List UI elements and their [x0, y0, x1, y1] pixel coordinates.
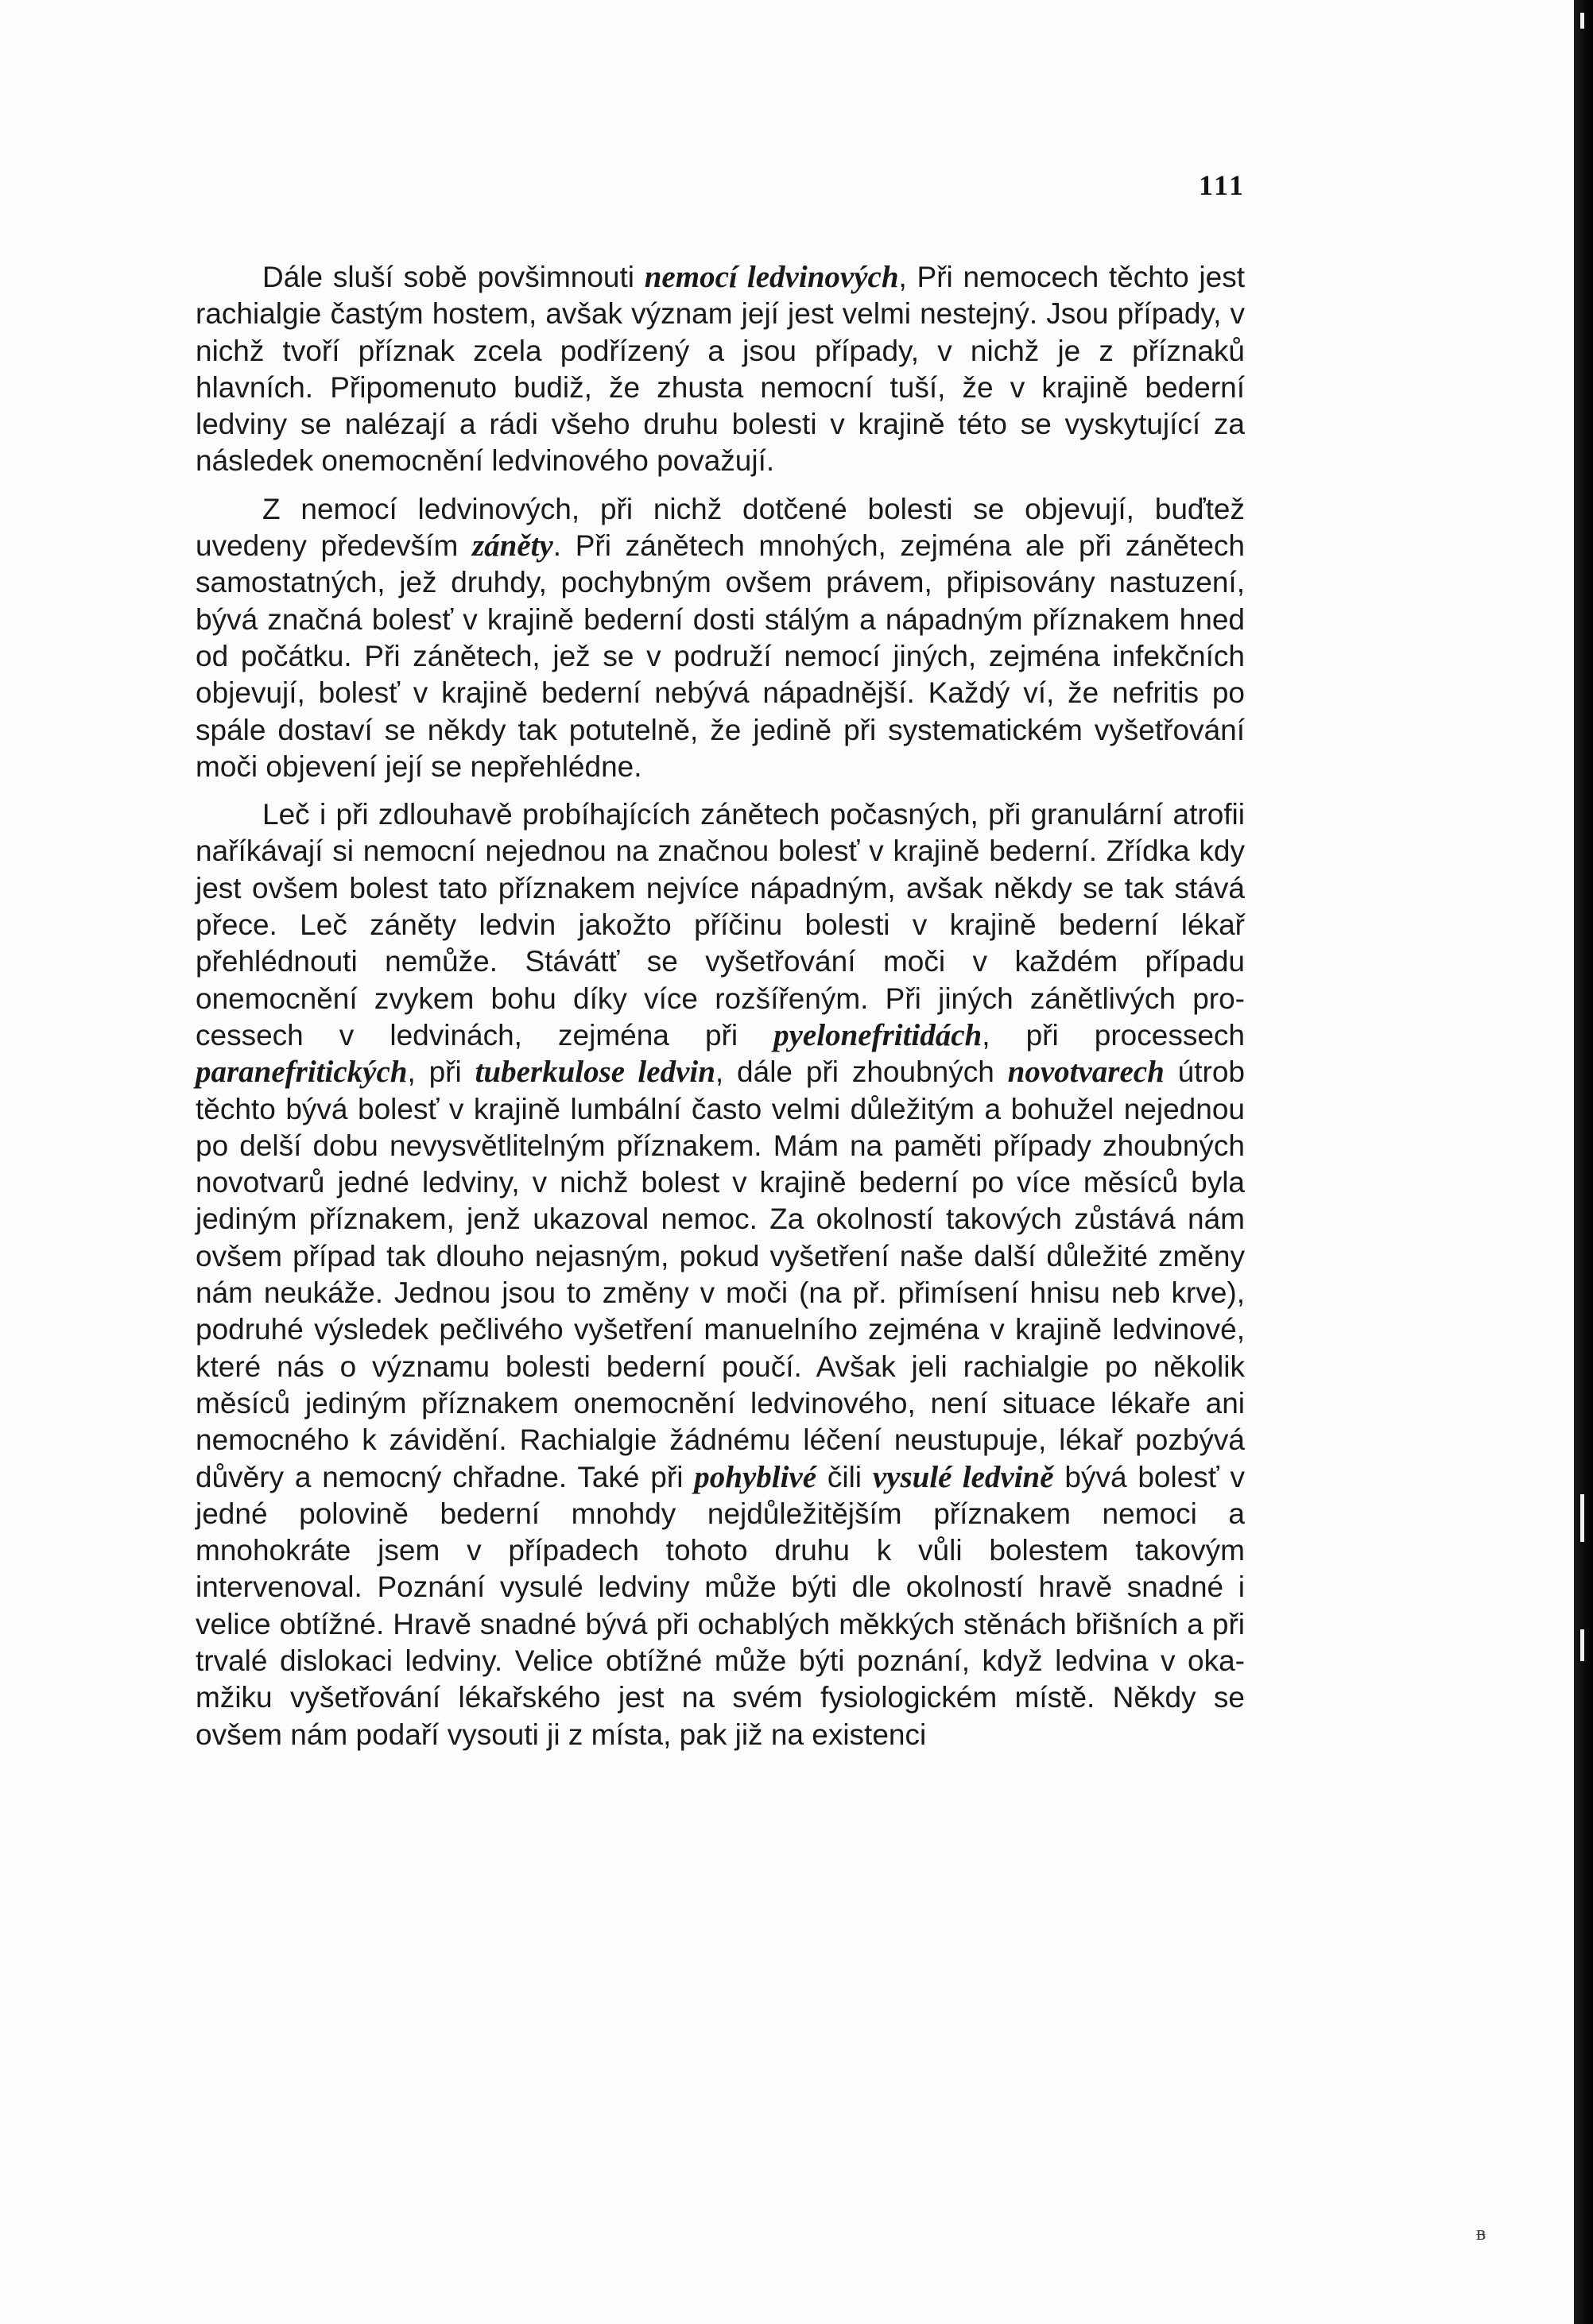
scan-edge-mark	[1580, 1494, 1584, 1542]
emphasized-term: tuberkulose ledvin	[475, 1055, 715, 1090]
text-run: Leč i při zdlouhavě probíhajících zánětech počasných, při granulární atrofii naříkávají si nemocní nejednou na značnou bolesť v krajině bederní. Zřídka kdy jest ovšem bolest tato příznakem nejvíce nápadným, avšak někdy se tak stává přece. Leč záněty ledvin jakožto příčinu bolesti v krajině bederní lékař přehlédnouti nemůže. Stávátť se vyšetřování moči v každém případu onemocnění zvykem bohu díky více rozšířeným. Při jiných zánětlivých processech v ledvinách, zejména při	[196, 798, 1245, 1052]
text-run: . Při zánětech mnohých, zejména ale při zánětech samostatných, jež druhdy, pochybným ovšem právem, připisovány nastuzení, bývá značná bolesť v krajině bederní dosti stálým a nápadným příznakem hned od počátku. Při zánětech, jež se v podruží nemocí jiných, zejména infekčních objevují, bolesť v krajině bederní nebývá nápadnější. Každý ví, že nefritis po spále dostaví se někdy tak potutelně, že jedině při systematickém vyšetřování moči objevení její se nepřehlédne.	[196, 529, 1245, 783]
emphasized-term: záněty	[471, 529, 553, 564]
text-run: Z nemocí ledvinových, při nichž dotčené bolesti se objevují, buďtež uvedeny především	[196, 492, 1245, 563]
paragraph	[196, 796, 1245, 1753]
text-run: , Při nemocech těchto jest rachialgie častým hostem, avšak význam její jest velmi nestejný. Jsou případy, v nichž tvoří příznak zcela podřízený a jsou případy, v nichž je z příznaků hlavních. Připomenuto budiž, že zhusta nemocní tuší, že v krajině bederní ledviny se nalézají a rádi všeho druhu bolesti v krajině této se vyskytující za následek onemocnění ledvinového považují.	[196, 261, 1245, 478]
paragraph	[196, 491, 1245, 785]
paragraph	[196, 259, 1245, 480]
text-run: , dále při zhoubných	[715, 1055, 1008, 1089]
text-run: , při	[407, 1055, 475, 1089]
scan-border	[1574, 0, 1593, 2324]
emphasized-term: vysulé ledvině	[872, 1459, 1054, 1494]
scan-speck: ᴃ	[1476, 2221, 1486, 2245]
emphasized-term: pohyblivé	[694, 1459, 817, 1494]
emphasized-term: nemocí ledvinových	[644, 260, 899, 294]
text-run: , při processech	[982, 1018, 1245, 1052]
text-run: čili	[816, 1460, 873, 1493]
emphasized-term: novotvarech	[1007, 1055, 1165, 1090]
text-run: útrob těchto bývá bolesť v krajině lumbální často velmi důležitým a bohužel nejednou po delší dobu nevysvětlitelným příznakem. Mám na paměti případy zhoubných novotvarů jedné ledviny, v nichž bolest v krajině bederní po více měsíců byla jediným příznakem, jenž ukazoval nemoc. Za okolností takových zůstává nám ovšem případ tak dlouho nejasným, pokud vyšetření naše další důležité změny nám neukáže. Jednou jsou to změny v moči (na př. přimísení hnisu neb krve), podruhé výsledek pečlivého vyšetření manuelního zejména v krajině ledvinové, které nás o významu bolesti bederní poučí. Avšak jeli rachialgie po několik měsíců jediným příznakem onemocnění ledvinového, není situace lékaře ani nemocného k závidění. Rachialgie žádnému léčení neustupuje, lékař pozbývá důvěry a nemocný chřadne. Také při	[196, 1055, 1245, 1493]
scan-edge-mark	[1580, 1629, 1584, 1661]
scan-edge-mark	[1580, 13, 1584, 29]
emphasized-term: pyelonefritidách	[773, 1017, 983, 1052]
body-text	[196, 259, 1245, 1753]
text-run: Dále sluší sobě povšimnouti	[262, 261, 645, 293]
emphasized-term: paranefritických	[196, 1055, 408, 1090]
page-number: 111	[1199, 169, 1246, 201]
text-run: bývá bolesť v jedné polovině bederní mnohdy nejdůležitějším příznakem nemoci a mnohokráte jsem v případech tohoto druhu k vůli bolestem takovým intervenoval. Poznání vysulé ledviny může býti dle okolností hravě snadné i velice obtížné. Hravě snadné bývá při ochablých měkkých stěnách břišních a při trvalé dislokaci ledviny. Velice obtížné může býti poznání, když ledvina v okamžiku vyšetřování lékařského jest na svém fysiologickém místě. Někdy se ovšem nám podaří vysouti ji z místa, pak již na existenci	[196, 1460, 1245, 1751]
